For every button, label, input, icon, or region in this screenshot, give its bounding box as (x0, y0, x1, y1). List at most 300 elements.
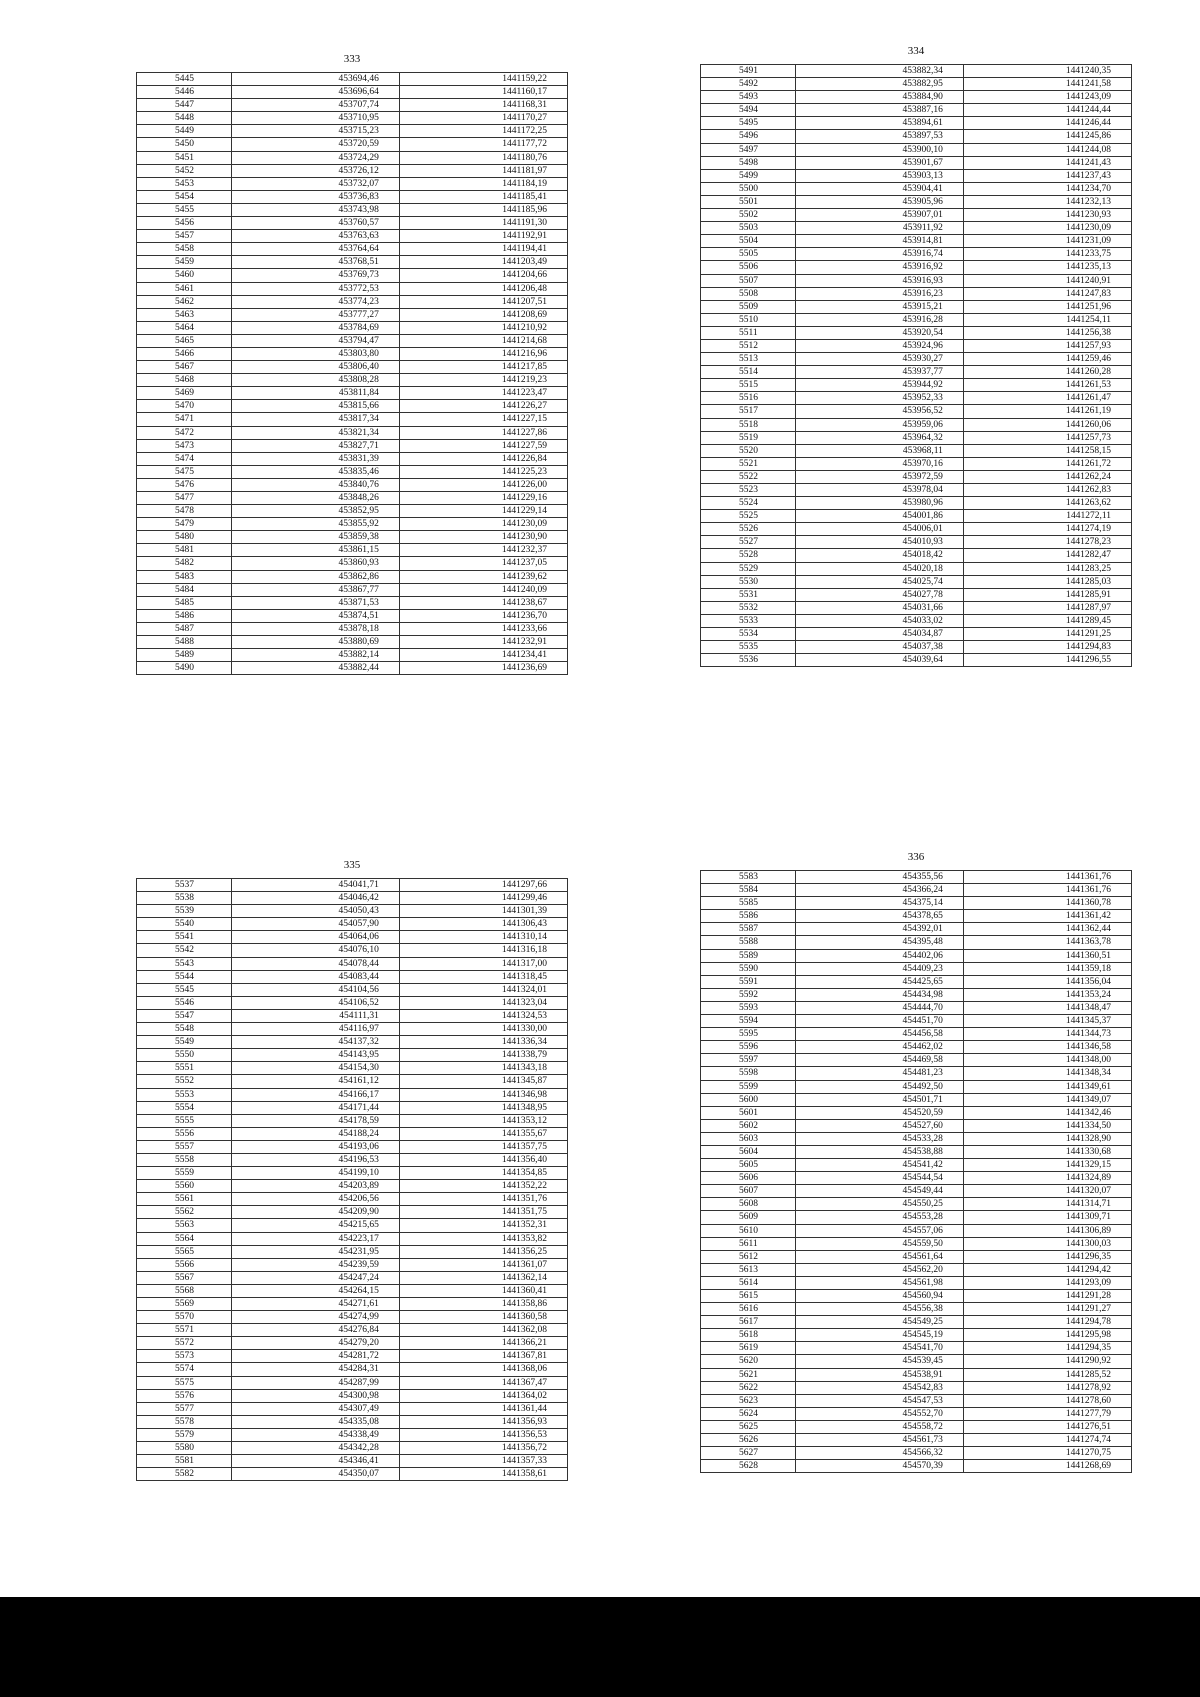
table-row (137, 1350, 568, 1363)
point-number: 5614 (701, 1276, 796, 1289)
y-coordinate: 1441232,13 (963, 195, 1131, 208)
point-number: 5625 (701, 1420, 796, 1433)
y-coordinate: 1441361,76 (963, 884, 1131, 897)
table-row (701, 274, 1132, 287)
y-coordinate: 1441237,05 (399, 557, 567, 570)
y-coordinate: 1441324,01 (399, 983, 567, 996)
point-number: 5577 (137, 1402, 232, 1415)
table-row (701, 1407, 1132, 1420)
table-row (701, 379, 1132, 392)
table-row (137, 86, 568, 99)
x-coordinate: 454549,44 (795, 1185, 963, 1198)
x-coordinate: 453764,64 (231, 243, 399, 256)
y-coordinate: 1441234,70 (963, 182, 1131, 195)
point-number: 5598 (701, 1067, 796, 1080)
point-number: 5475 (137, 465, 232, 478)
y-coordinate: 1441294,35 (963, 1342, 1131, 1355)
point-number: 5516 (701, 392, 796, 405)
document-page-335 (136, 858, 568, 1481)
point-number: 5506 (701, 261, 796, 274)
table-row (137, 1023, 568, 1036)
y-coordinate: 1441283,25 (963, 562, 1131, 575)
point-number: 5579 (137, 1428, 232, 1441)
table-row (137, 918, 568, 931)
x-coordinate: 453835,46 (231, 465, 399, 478)
x-coordinate: 454392,01 (795, 923, 963, 936)
table-row (137, 387, 568, 400)
y-coordinate: 1441184,19 (399, 177, 567, 190)
y-coordinate: 1441361,42 (963, 910, 1131, 923)
point-number: 5499 (701, 169, 796, 182)
table-row (137, 347, 568, 360)
y-coordinate: 1441277,79 (963, 1407, 1131, 1420)
table-row (137, 1389, 568, 1402)
y-coordinate: 1441356,53 (399, 1428, 567, 1441)
point-number: 5507 (701, 274, 796, 287)
table-row (137, 321, 568, 334)
x-coordinate: 454527,60 (795, 1119, 963, 1132)
point-number: 5574 (137, 1363, 232, 1376)
y-coordinate: 1441360,51 (963, 949, 1131, 962)
table-row (701, 156, 1132, 169)
point-number: 5584 (701, 884, 796, 897)
table-row (701, 1316, 1132, 1329)
y-coordinate: 1441229,16 (399, 492, 567, 505)
x-coordinate: 454076,10 (231, 944, 399, 957)
point-number: 5473 (137, 439, 232, 452)
x-coordinate: 453884,90 (795, 91, 963, 104)
point-number: 5505 (701, 248, 796, 261)
point-number: 5478 (137, 505, 232, 518)
y-coordinate: 1441291,25 (963, 628, 1131, 641)
point-number: 5622 (701, 1381, 796, 1394)
table-row (701, 1420, 1132, 1433)
point-number: 5521 (701, 457, 796, 470)
y-coordinate: 1441177,72 (399, 138, 567, 151)
table-row (137, 1140, 568, 1153)
y-coordinate: 1441293,09 (963, 1276, 1131, 1289)
x-coordinate: 454539,45 (795, 1355, 963, 1368)
y-coordinate: 1441294,83 (963, 641, 1131, 654)
x-coordinate: 454542,83 (795, 1381, 963, 1394)
document-page-336 (700, 850, 1132, 1473)
y-coordinate: 1441361,44 (399, 1402, 567, 1415)
x-coordinate: 453774,23 (231, 295, 399, 308)
y-coordinate: 1441235,13 (963, 261, 1131, 274)
x-coordinate: 453882,44 (231, 662, 399, 675)
table-row (701, 261, 1132, 274)
point-number: 5540 (137, 918, 232, 931)
x-coordinate: 453768,51 (231, 256, 399, 269)
x-coordinate: 453871,53 (231, 596, 399, 609)
x-coordinate: 453968,11 (795, 444, 963, 457)
y-coordinate: 1441353,82 (399, 1232, 567, 1245)
table-row (137, 413, 568, 426)
x-coordinate: 454284,31 (231, 1363, 399, 1376)
point-number: 5493 (701, 91, 796, 104)
x-coordinate: 453763,63 (231, 230, 399, 243)
x-coordinate: 454533,28 (795, 1132, 963, 1145)
x-coordinate: 454215,65 (231, 1219, 399, 1232)
x-coordinate: 454033,02 (795, 614, 963, 627)
x-coordinate: 454104,56 (231, 983, 399, 996)
point-number: 5509 (701, 300, 796, 313)
table-row (137, 1127, 568, 1140)
point-number: 5555 (137, 1114, 232, 1127)
x-coordinate: 454541,42 (795, 1159, 963, 1172)
y-coordinate: 1441299,46 (399, 892, 567, 905)
y-coordinate: 1441254,11 (963, 313, 1131, 326)
table-row (701, 536, 1132, 549)
y-coordinate: 1441343,18 (399, 1062, 567, 1075)
table-row (137, 1036, 568, 1049)
table-row (701, 431, 1132, 444)
y-coordinate: 1441306,89 (963, 1224, 1131, 1237)
table-row (137, 983, 568, 996)
table-row (137, 73, 568, 86)
table-row (137, 164, 568, 177)
y-coordinate: 1441263,62 (963, 497, 1131, 510)
table-row (701, 117, 1132, 130)
x-coordinate: 454209,90 (231, 1206, 399, 1219)
table-row (701, 1028, 1132, 1041)
y-coordinate: 1441363,78 (963, 936, 1131, 949)
x-coordinate: 453915,21 (795, 300, 963, 313)
y-coordinate: 1441367,47 (399, 1376, 567, 1389)
x-coordinate: 453930,27 (795, 353, 963, 366)
point-number: 5611 (701, 1237, 796, 1250)
x-coordinate: 454550,25 (795, 1198, 963, 1211)
table-row (137, 1298, 568, 1311)
x-coordinate: 454274,99 (231, 1311, 399, 1324)
point-number: 5628 (701, 1460, 796, 1473)
x-coordinate: 453696,64 (231, 86, 399, 99)
point-number: 5502 (701, 209, 796, 222)
point-number: 5601 (701, 1106, 796, 1119)
point-number: 5617 (701, 1316, 796, 1329)
x-coordinate: 454223,17 (231, 1232, 399, 1245)
point-number: 5453 (137, 177, 232, 190)
table-row (137, 1376, 568, 1389)
x-coordinate: 454057,90 (231, 918, 399, 931)
y-coordinate: 1441296,55 (963, 654, 1131, 667)
point-number: 5543 (137, 957, 232, 970)
table-row (701, 1119, 1132, 1132)
page-number: 336 (907, 851, 925, 863)
point-number: 5539 (137, 905, 232, 918)
point-number: 5552 (137, 1075, 232, 1088)
y-coordinate: 1441285,03 (963, 575, 1131, 588)
y-coordinate: 1441336,34 (399, 1036, 567, 1049)
point-number: 5568 (137, 1284, 232, 1297)
x-coordinate: 453715,23 (231, 125, 399, 138)
table-row (137, 374, 568, 387)
point-number: 5529 (701, 562, 796, 575)
x-coordinate: 454106,52 (231, 996, 399, 1009)
x-coordinate: 453894,61 (795, 117, 963, 130)
point-number: 5449 (137, 125, 232, 138)
y-coordinate: 1441314,71 (963, 1198, 1131, 1211)
x-coordinate: 454556,38 (795, 1303, 963, 1316)
y-coordinate: 1441351,75 (399, 1206, 567, 1219)
table-row (137, 1180, 568, 1193)
point-number: 5450 (137, 138, 232, 151)
table-row (137, 439, 568, 452)
y-coordinate: 1441289,45 (963, 614, 1131, 627)
point-number: 5542 (137, 944, 232, 957)
y-coordinate: 1441360,78 (963, 897, 1131, 910)
point-number: 5588 (701, 936, 796, 949)
y-coordinate: 1441356,93 (399, 1415, 567, 1428)
x-coordinate: 453880,69 (231, 636, 399, 649)
point-number: 5498 (701, 156, 796, 169)
x-coordinate: 454193,06 (231, 1140, 399, 1153)
x-coordinate: 453903,13 (795, 169, 963, 182)
x-coordinate: 453916,93 (795, 274, 963, 287)
x-coordinate: 454338,49 (231, 1428, 399, 1441)
x-coordinate: 453867,77 (231, 583, 399, 596)
x-coordinate: 453897,53 (795, 130, 963, 143)
x-coordinate: 453769,73 (231, 269, 399, 282)
table-row (137, 1075, 568, 1088)
x-coordinate: 453736,83 (231, 190, 399, 203)
point-number: 5603 (701, 1132, 796, 1145)
table-row (701, 418, 1132, 431)
x-coordinate: 453794,47 (231, 334, 399, 347)
table-row (701, 457, 1132, 470)
y-coordinate: 1441356,72 (399, 1442, 567, 1455)
x-coordinate: 454375,14 (795, 897, 963, 910)
x-coordinate: 453964,32 (795, 431, 963, 444)
table-row (137, 622, 568, 635)
y-coordinate: 1441203,49 (399, 256, 567, 269)
point-number: 5560 (137, 1180, 232, 1193)
x-coordinate: 454378,65 (795, 910, 963, 923)
table-row (701, 300, 1132, 313)
table-row (137, 518, 568, 531)
x-coordinate: 453806,40 (231, 361, 399, 374)
point-number: 5465 (137, 334, 232, 347)
table-row (701, 1394, 1132, 1407)
x-coordinate: 453959,06 (795, 418, 963, 431)
x-coordinate: 454271,61 (231, 1298, 399, 1311)
y-coordinate: 1441237,43 (963, 169, 1131, 182)
table-row (137, 957, 568, 970)
table-row (137, 1088, 568, 1101)
x-coordinate: 454020,18 (795, 562, 963, 575)
point-number: 5541 (137, 931, 232, 944)
x-coordinate: 454552,70 (795, 1407, 963, 1420)
table-row (137, 1153, 568, 1166)
y-coordinate: 1441204,66 (399, 269, 567, 282)
x-coordinate: 454469,58 (795, 1054, 963, 1067)
point-number: 5610 (701, 1224, 796, 1237)
x-coordinate: 454553,28 (795, 1211, 963, 1224)
y-coordinate: 1441185,96 (399, 203, 567, 216)
table-row (701, 353, 1132, 366)
table-row (701, 1381, 1132, 1394)
y-coordinate: 1441356,40 (399, 1153, 567, 1166)
table-row (137, 1101, 568, 1114)
table-row (701, 523, 1132, 536)
table-row (701, 287, 1132, 300)
point-number: 5553 (137, 1088, 232, 1101)
table-row (701, 1172, 1132, 1185)
table-row (701, 235, 1132, 248)
point-number: 5591 (701, 975, 796, 988)
x-coordinate: 454300,98 (231, 1389, 399, 1402)
y-coordinate: 1441206,48 (399, 282, 567, 295)
x-coordinate: 454451,70 (795, 1015, 963, 1028)
point-number: 5457 (137, 230, 232, 243)
x-coordinate: 453840,76 (231, 478, 399, 491)
x-coordinate: 454409,23 (795, 962, 963, 975)
y-coordinate: 1441261,72 (963, 457, 1131, 470)
y-coordinate: 1441274,74 (963, 1434, 1131, 1447)
y-coordinate: 1441330,00 (399, 1023, 567, 1036)
point-number: 5520 (701, 444, 796, 457)
y-coordinate: 1441354,85 (399, 1167, 567, 1180)
y-coordinate: 1441270,75 (963, 1447, 1131, 1460)
table-row (701, 1329, 1132, 1342)
table-row (137, 1284, 568, 1297)
table-row (701, 104, 1132, 117)
y-coordinate: 1441262,83 (963, 484, 1131, 497)
table-row (137, 1062, 568, 1075)
table-row (701, 209, 1132, 222)
x-coordinate: 454116,97 (231, 1023, 399, 1036)
y-coordinate: 1441244,08 (963, 143, 1131, 156)
x-coordinate: 453848,26 (231, 492, 399, 505)
x-coordinate: 454366,24 (795, 884, 963, 897)
y-coordinate: 1441181,97 (399, 164, 567, 177)
table-row (701, 1132, 1132, 1145)
y-coordinate: 1441278,92 (963, 1381, 1131, 1394)
table-row (701, 1355, 1132, 1368)
table-row (701, 248, 1132, 261)
x-coordinate: 454307,49 (231, 1402, 399, 1415)
point-number: 5508 (701, 287, 796, 300)
table-row (137, 1468, 568, 1481)
table-row (137, 1442, 568, 1455)
x-coordinate: 453904,41 (795, 182, 963, 195)
table-row (701, 392, 1132, 405)
y-coordinate: 1441233,75 (963, 248, 1131, 261)
point-number: 5581 (137, 1455, 232, 1468)
point-number: 5448 (137, 112, 232, 125)
point-number: 5452 (137, 164, 232, 177)
table-row (137, 295, 568, 308)
x-coordinate: 453821,34 (231, 426, 399, 439)
table-row (701, 641, 1132, 654)
x-coordinate: 453726,12 (231, 164, 399, 177)
point-number: 5582 (137, 1468, 232, 1481)
y-coordinate: 1441310,14 (399, 931, 567, 944)
point-number: 5609 (701, 1211, 796, 1224)
x-coordinate: 454444,70 (795, 1001, 963, 1014)
table-row (701, 1342, 1132, 1355)
y-coordinate: 1441274,19 (963, 523, 1131, 536)
point-number: 5590 (701, 962, 796, 975)
table-row (701, 1001, 1132, 1014)
point-number: 5446 (137, 86, 232, 99)
x-coordinate: 454031,66 (795, 601, 963, 614)
table-row (137, 1114, 568, 1127)
point-number: 5627 (701, 1447, 796, 1460)
point-number: 5481 (137, 544, 232, 557)
point-number: 5557 (137, 1140, 232, 1153)
point-number: 5554 (137, 1101, 232, 1114)
y-coordinate: 1441244,44 (963, 104, 1131, 117)
table-row (137, 1415, 568, 1428)
x-coordinate: 454025,74 (795, 575, 963, 588)
y-coordinate: 1441362,44 (963, 923, 1131, 936)
y-coordinate: 1441294,78 (963, 1316, 1131, 1329)
y-coordinate: 1441346,58 (963, 1041, 1131, 1054)
point-number: 5526 (701, 523, 796, 536)
y-coordinate: 1441364,02 (399, 1389, 567, 1402)
table-row (137, 544, 568, 557)
y-coordinate: 1441323,04 (399, 996, 567, 1009)
point-number: 5562 (137, 1206, 232, 1219)
x-coordinate: 454050,43 (231, 905, 399, 918)
table-row (137, 892, 568, 905)
x-coordinate: 453694,46 (231, 73, 399, 86)
table-row (701, 130, 1132, 143)
y-coordinate: 1441351,76 (399, 1193, 567, 1206)
y-coordinate: 1441360,58 (399, 1311, 567, 1324)
point-number: 5589 (701, 949, 796, 962)
y-coordinate: 1441297,66 (399, 879, 567, 892)
table-row (701, 1198, 1132, 1211)
y-coordinate: 1441219,23 (399, 374, 567, 387)
point-number: 5494 (701, 104, 796, 117)
y-coordinate: 1441232,37 (399, 544, 567, 557)
point-number: 5595 (701, 1028, 796, 1041)
point-number: 5491 (701, 65, 796, 78)
y-coordinate: 1441227,86 (399, 426, 567, 439)
point-number: 5455 (137, 203, 232, 216)
point-number: 5482 (137, 557, 232, 570)
x-coordinate: 454346,41 (231, 1455, 399, 1468)
x-coordinate: 454547,53 (795, 1394, 963, 1407)
point-number: 5517 (701, 405, 796, 418)
x-coordinate: 454350,07 (231, 1468, 399, 1481)
point-number: 5624 (701, 1407, 796, 1420)
table-row (701, 654, 1132, 667)
table-row (701, 923, 1132, 936)
y-coordinate: 1441226,27 (399, 400, 567, 413)
x-coordinate: 453900,10 (795, 143, 963, 156)
point-number: 5497 (701, 143, 796, 156)
y-coordinate: 1441357,33 (399, 1455, 567, 1468)
x-coordinate: 454046,42 (231, 892, 399, 905)
x-coordinate: 454520,59 (795, 1106, 963, 1119)
table-row (137, 361, 568, 374)
x-coordinate: 454231,95 (231, 1245, 399, 1258)
y-coordinate: 1441352,22 (399, 1180, 567, 1193)
y-coordinate: 1441290,92 (963, 1355, 1131, 1368)
table-row (137, 879, 568, 892)
y-coordinate: 1441324,89 (963, 1172, 1131, 1185)
point-number: 5469 (137, 387, 232, 400)
table-row (701, 78, 1132, 91)
y-coordinate: 1441180,76 (399, 151, 567, 164)
x-coordinate: 453920,54 (795, 326, 963, 339)
x-coordinate: 453861,15 (231, 544, 399, 557)
table-row (701, 910, 1132, 923)
table-row (701, 339, 1132, 352)
